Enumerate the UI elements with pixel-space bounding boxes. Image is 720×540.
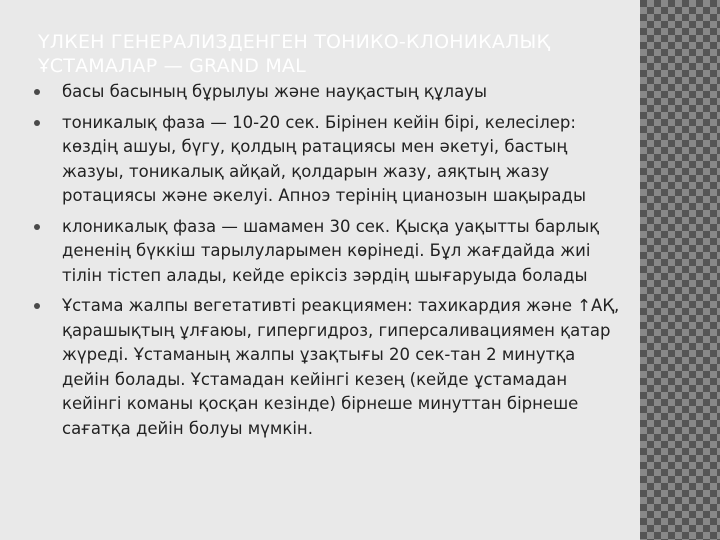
bullet-item <box>34 294 624 441</box>
bullet-text: басы басының бұрылуы және науқастың құлауы <box>62 82 487 101</box>
bullet-dot-icon <box>34 120 40 126</box>
bullet-dot-icon <box>34 303 40 309</box>
bullet-list <box>34 80 624 441</box>
slide-content <box>34 80 624 447</box>
bullet-dot-icon <box>34 89 40 95</box>
bullet-item <box>34 80 624 105</box>
slide-title: ҮЛКЕН ГЕНЕРАЛИЗДЕНГЕН ТОНИКО-КЛОНИКАЛЫҚ ҰСТАМАЛАР — GRAND MAL <box>38 31 551 77</box>
bullet-text: Ұстама жалпы вегетативті реакциямен: тахикардия және ↑АҚ, қарашықтың ұлғаюы, гипергидроз, гиперсаливациямен қатар жүреді. Ұстаманың жалпы ұзақтығы 20 сек-тан 2 минутқа дейін болады. Ұстамадан кейінгі кезең (кейде ұстамадан кейінгі команы қосқан кезінде) бірнеше минуттан бірнеше сағатқа дейін болуы мүмкін. <box>62 296 620 438</box>
bullet-item <box>34 111 624 209</box>
bullet-dot-icon <box>34 224 40 230</box>
bullet-item <box>34 215 624 289</box>
decorative-checker-pattern <box>640 0 720 540</box>
bullet-text: клоникалық фаза — шамамен 30 сек. Қысқа уақытты барлық дененің бүккіш тарылуларымен көрінеді. Бұл жағдайда жиі тілін тістеп алады, кейде еріксіз зәрдің шығаруыда болады <box>62 216 600 285</box>
bullet-text: тоникалық фаза — 10-20 сек. Бірінен кейін бірі, келесілер: көздің ашуы, бүгу, қолдың ратациясы мен әкетуі, бастың жазуы, тоникалық айқай, қолдарын жазу, аяқтың жазу ротациясы және әкелуі. Апноэ терінің цианозын шақырады <box>62 112 586 205</box>
